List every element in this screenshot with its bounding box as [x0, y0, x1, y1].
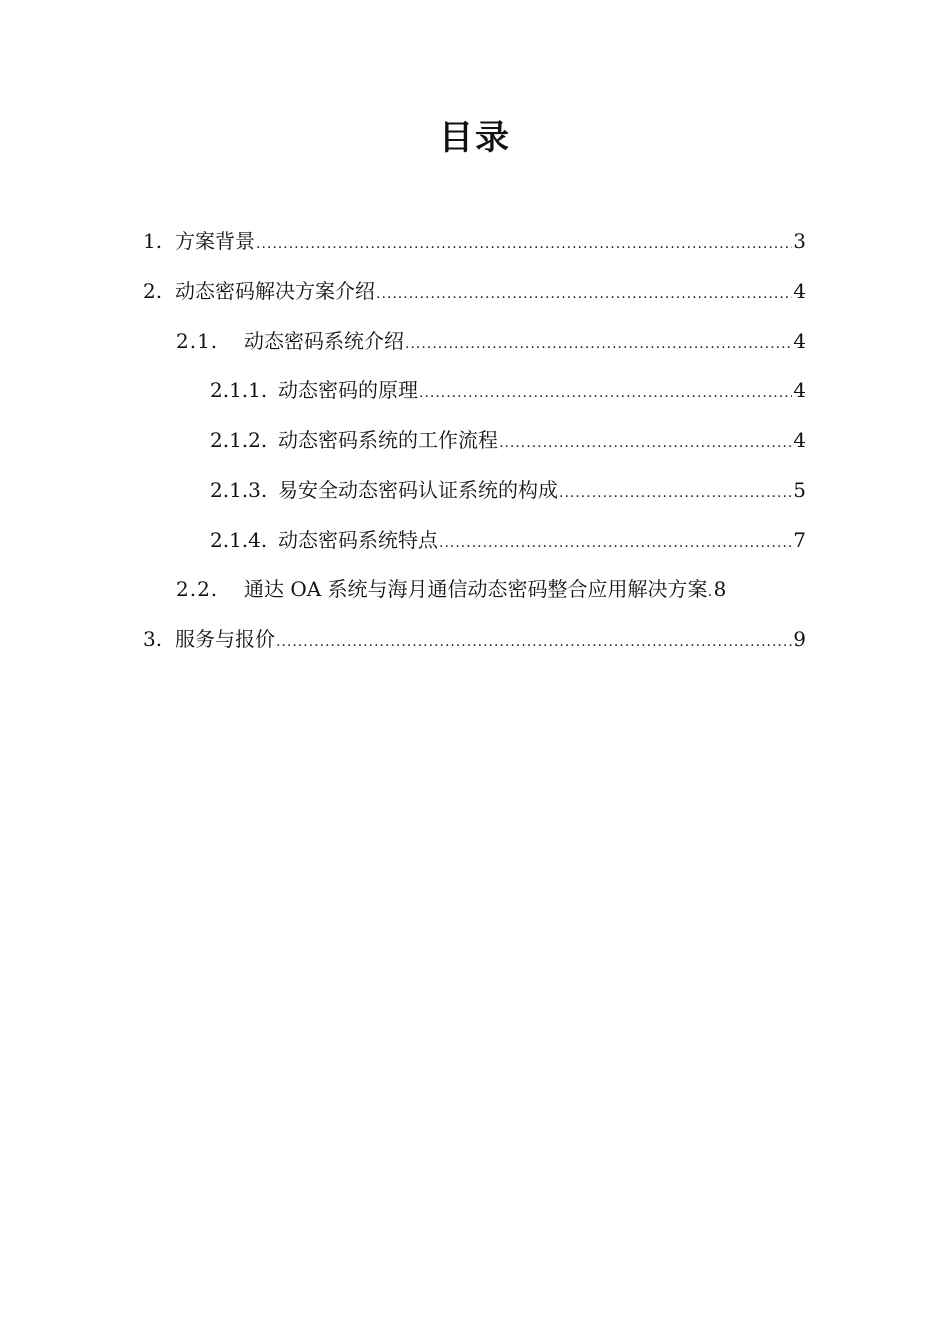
toc-entry[interactable]: [176, 326, 806, 356]
toc-entry-text: 动态密码的原理: [278, 378, 418, 402]
toc-page-number: 4: [793, 428, 806, 452]
toc-entry-text: 动态密码系统特点: [278, 528, 438, 552]
toc-title: 目录: [439, 118, 511, 158]
toc-entry-text: 动态密码系统介绍: [244, 329, 404, 353]
toc-entry-number: 2.1.: [176, 329, 219, 353]
toc-entry-text: 易安全动态密码认证系统的构成: [278, 478, 558, 502]
toc-page-number: 5: [793, 478, 806, 502]
toc-dot-leader: [439, 528, 792, 558]
toc-entry[interactable]: [210, 425, 806, 455]
toc-dot-leader: [559, 478, 792, 508]
toc-entry[interactable]: [210, 525, 806, 555]
toc-entry-number: 2.1.2.: [210, 428, 268, 452]
toc-entry-number: 1.: [143, 229, 163, 253]
toc-page-number: 7: [793, 528, 806, 552]
toc-entry[interactable]: [143, 226, 806, 256]
toc-dot-leader: [276, 627, 792, 657]
toc-page-number: 4: [793, 378, 806, 402]
toc-entry[interactable]: [210, 375, 806, 405]
toc-entry-text: 动态密码解决方案介绍: [175, 279, 375, 303]
toc-entry[interactable]: [143, 624, 806, 654]
toc-page-number: 9: [793, 627, 806, 651]
toc-page-number: 8: [713, 577, 727, 601]
toc-entry-number: 2.1.4.: [210, 528, 268, 552]
toc-page-number: 4: [793, 279, 806, 303]
toc-entry-number: 3.: [143, 627, 163, 651]
toc-dot-leader: [256, 229, 792, 259]
toc-dot-leader: [376, 279, 792, 309]
toc-entry-number: 2.: [143, 279, 163, 303]
toc-entry[interactable]: [210, 475, 806, 505]
toc-entry-text: 动态密码系统的工作流程: [278, 428, 498, 452]
toc-entry[interactable]: [176, 574, 806, 604]
toc-entry-number: 2.1.1.: [210, 378, 268, 402]
toc-entry-text: 服务与报价: [175, 627, 275, 651]
toc-page-number: 3: [793, 229, 806, 253]
toc-entry-number: 2.1.3.: [210, 478, 268, 502]
toc-dot-leader: [499, 428, 792, 458]
toc-dot-leader: [419, 378, 792, 408]
toc-dot-leader: [405, 329, 792, 359]
toc-entry-text: 方案背景: [175, 229, 255, 253]
toc-entry-number: 2.2.: [176, 577, 219, 601]
toc-entry-text: 通达 OA 系统与海月通信动态密码整合应用解决方案: [244, 577, 708, 601]
toc-entry[interactable]: [143, 276, 806, 306]
toc-page-number: 4: [793, 329, 806, 353]
